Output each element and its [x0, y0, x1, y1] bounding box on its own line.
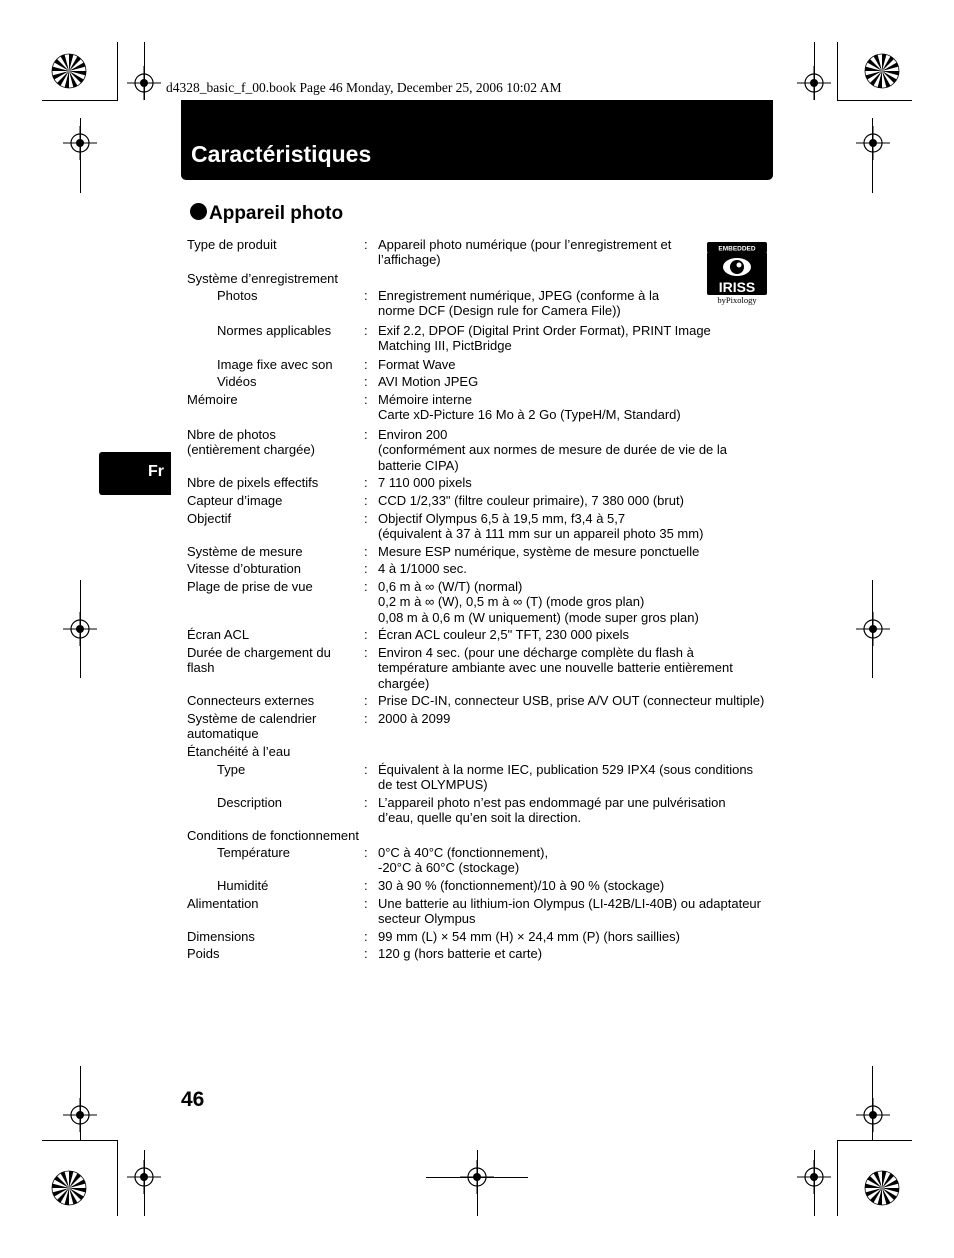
- language-tab: [99, 452, 171, 495]
- spec-label: Dimensions: [187, 929, 255, 944]
- spec-value-line: de test OLYMPUS): [378, 777, 488, 793]
- spec-value-line: (équivalent à 37 à 111 mm sur un appareil photo 35 mm): [378, 526, 704, 542]
- spec-separator: :: [364, 762, 368, 777]
- spec-label: Système de calendrier automatique: [187, 711, 317, 742]
- starburst-mark: [51, 53, 87, 89]
- crop-mark: [426, 1177, 528, 1178]
- spec-label: Image fixe avec son: [217, 357, 333, 372]
- spec-value: [378, 762, 753, 793]
- crop-mark: [872, 1066, 873, 1141]
- spec-value: [378, 237, 671, 268]
- spec-separator: :: [364, 946, 368, 961]
- spec-value: [378, 493, 684, 508]
- spec-value-line: secteur Olympus: [378, 911, 476, 927]
- spec-label: Normes applicables: [217, 323, 332, 338]
- spec-separator: :: [364, 579, 368, 594]
- spec-value-line: Mesure ESP numérique, système de mesure ponctuelle: [378, 544, 700, 559]
- spec-value-line: (conformément aux normes de mesure de durée de vie de la: [378, 442, 728, 458]
- spec-value-line: 120 g (hors batterie et carte): [378, 946, 543, 961]
- page-title: Caractéristiques: [191, 141, 372, 167]
- starburst-mark: [51, 1170, 87, 1206]
- spec-value: [378, 374, 478, 389]
- spec-value-line: L’appareil photo n’est pas endommagé par une pulvérisation: [378, 795, 726, 810]
- spec-value: [378, 896, 761, 927]
- running-head: d4328_basic_f_00.book Page 46 Monday, December 25, 2006 10:02 AM: [166, 80, 562, 95]
- spec-label: Objectif: [187, 511, 232, 526]
- spec-value-line: d’eau, quelle qu’en soit la direction.: [378, 810, 582, 826]
- spec-value-line: Exif 2.2, DPOF (Digital Print Order Format), PRINT Image: [378, 323, 711, 338]
- spec-label: Poids: [187, 946, 220, 961]
- spec-separator: :: [364, 323, 368, 338]
- spec-value: [378, 845, 548, 876]
- spec-value-line: CCD 1/2,33" (filtre couleur primaire), 7 380 000 (brut): [378, 493, 684, 508]
- spec-separator: :: [364, 878, 368, 893]
- spec-label: Durée de chargement du flash: [187, 645, 331, 676]
- spec-value: [378, 878, 664, 893]
- spec-separator: :: [364, 237, 368, 252]
- spec-label: Alimentation: [187, 896, 259, 911]
- spec-separator: :: [364, 795, 368, 810]
- spec-value-line: Environ 200: [378, 427, 448, 442]
- starburst-mark: [864, 1170, 900, 1206]
- spec-value-line: 7 110 000 pixels: [378, 475, 472, 490]
- spec-value-line: 0,6 m à ∞ (W/T) (normal): [378, 579, 523, 594]
- spec-label: Description: [217, 795, 283, 810]
- starburst-mark: [864, 53, 900, 89]
- crop-mark: [814, 42, 815, 100]
- spec-label: Nbre de pixels effectifs: [187, 475, 319, 490]
- spec-value: [378, 427, 727, 473]
- spec-label: Nbre de photos (entièrement chargée): [187, 427, 315, 458]
- spec-separator: :: [364, 929, 368, 944]
- spec-value-line: batterie CIPA): [378, 457, 459, 473]
- page-number: 46: [181, 1088, 205, 1111]
- spec-label: Type: [217, 762, 246, 777]
- spec-value-line: Enregistrement numérique, JPEG (conforme à la: [378, 288, 660, 303]
- svg-text:IRISS: IRISS: [718, 279, 756, 295]
- registration-mark: [856, 612, 890, 646]
- spec-label: Conditions de fonctionnement: [187, 828, 360, 843]
- spec-value-line: 0°C à 40°C (fonctionnement),: [378, 845, 549, 860]
- iriss-logo: [707, 242, 767, 306]
- spec-label: Mémoire: [187, 392, 238, 407]
- spec-separator: :: [364, 896, 368, 911]
- spec-value-line: AVI Motion JPEG: [378, 374, 479, 389]
- spec-label: Étanchéité à l’eau: [187, 744, 291, 759]
- spec-value-line: l’affichage): [378, 252, 441, 268]
- spec-value-line: température ambiante avec une nouvelle batterie entièrement: [378, 660, 733, 676]
- registration-mark: [856, 126, 890, 160]
- spec-value-line: 2000 à 2099: [378, 711, 451, 726]
- crop-mark: [80, 1066, 81, 1141]
- spec-value: [378, 795, 726, 826]
- spec-value-line: 30 à 90 % (fonctionnement)/10 à 90 % (stockage): [378, 878, 665, 893]
- spec-label: Système de mesure: [187, 544, 303, 559]
- spec-value-line: 99 mm (L) × 54 mm (H) × 24,4 mm (P) (hors saillies): [378, 929, 680, 944]
- crop-mark: [144, 1150, 145, 1216]
- bullet-icon: [190, 203, 207, 220]
- section-heading-text: Appareil photo: [209, 203, 344, 224]
- crop-mark: [80, 580, 81, 678]
- spec-separator: :: [364, 693, 368, 708]
- spec-label: Température: [217, 845, 290, 860]
- spec-separator: :: [364, 511, 368, 526]
- spec-value: [378, 929, 680, 944]
- spec-value-line: Matching III, PictBridge: [378, 338, 512, 354]
- spec-value: [378, 392, 681, 423]
- spec-separator: :: [364, 711, 368, 726]
- spec-label: Écran ACL: [187, 627, 250, 642]
- spec-label: Type de produit: [187, 237, 277, 252]
- spec-value: [378, 511, 703, 542]
- crop-mark: [477, 1150, 478, 1216]
- spec-value-line: Prise DC-IN, connecteur USB, prise A/V OUT (connecteur multiple): [378, 693, 765, 708]
- spec-value: [378, 579, 699, 625]
- spec-separator: :: [364, 374, 368, 389]
- spec-label: Connecteurs externes: [187, 693, 315, 708]
- spec-value-line: norme DCF (Design rule for Camera File)): [378, 303, 621, 319]
- spec-value-line: 4 à 1/1000 sec.: [378, 561, 467, 576]
- spec-value-line: 0,2 m à ∞ (W), 0,5 m à ∞ (T) (mode gros plan): [378, 594, 645, 610]
- spec-value: [378, 693, 764, 708]
- spec-value: [378, 357, 456, 372]
- language-tab-label: Fr: [148, 463, 164, 480]
- spec-separator: :: [364, 475, 368, 490]
- spec-separator: :: [364, 493, 368, 508]
- spec-value: [378, 544, 699, 559]
- spec-value: [378, 475, 472, 490]
- spec-value: [378, 946, 542, 961]
- spec-separator: :: [364, 627, 368, 642]
- spec-value: [378, 711, 450, 726]
- spec-label: Photos: [217, 288, 258, 303]
- spec-value: [378, 288, 659, 319]
- spec-separator: :: [364, 544, 368, 559]
- spec-value-line: Carte xD-Picture 16 Mo à 2 Go (TypeH/M, Standard): [378, 407, 681, 423]
- spec-label: Système d’enregistrement: [187, 271, 339, 286]
- spec-value: [378, 627, 629, 642]
- spec-separator: :: [364, 645, 368, 660]
- crop-mark: [814, 1150, 815, 1216]
- title-bar: [181, 100, 773, 180]
- crop-mark: [872, 118, 873, 193]
- section-heading: [190, 203, 343, 225]
- spec-separator: :: [364, 392, 368, 407]
- registration-mark: [856, 1098, 890, 1132]
- spec-label: Vidéos: [217, 374, 257, 389]
- crop-mark: [80, 118, 81, 193]
- spec-value-line: Équivalent à la norme IEC, publication 529 IPX4 (sous conditions: [378, 762, 754, 777]
- spec-value-line: 0,08 m à 0,6 m (W uniquement) (mode super gros plan): [378, 609, 699, 625]
- spec-value: [378, 645, 733, 691]
- spec-separator: :: [364, 427, 368, 442]
- svg-text:byPixology: byPixology: [717, 295, 757, 305]
- spec-value: [378, 561, 467, 576]
- spec-separator: :: [364, 357, 368, 372]
- spec-value-line: Format Wave: [378, 357, 456, 372]
- spec-label: Plage de prise de vue: [187, 579, 313, 594]
- spec-separator: :: [364, 288, 368, 303]
- spec-value-line: -20°C à 60°C (stockage): [378, 860, 520, 876]
- spec-value-line: Objectif Olympus 6,5 à 19,5 mm, f3,4 à 5,7: [378, 511, 626, 526]
- spec-separator: :: [364, 845, 368, 860]
- crop-mark: [144, 42, 145, 100]
- spec-label: Humidité: [217, 878, 269, 893]
- spec-value-line: Environ 4 sec. (pour une décharge complète du flash à: [378, 645, 694, 660]
- spec-value-line: Écran ACL couleur 2,5" TFT, 230 000 pixels: [378, 627, 630, 642]
- spec-value-line: Mémoire interne: [378, 392, 472, 407]
- crop-mark: [872, 580, 873, 678]
- spec-value-line: Une batterie au lithium-ion Olympus (LI-42B/LI-40B) ou adaptateur: [378, 896, 761, 911]
- spec-separator: :: [364, 561, 368, 576]
- spec-label: Vitesse d’obturation: [187, 561, 301, 576]
- spec-value-line: Appareil photo numérique (pour l’enregistrement et: [378, 237, 672, 252]
- svg-text:EMBEDDED: EMBEDDED: [718, 245, 756, 253]
- spec-value: [378, 323, 711, 354]
- spec-value-line: chargée): [378, 675, 430, 691]
- spec-label: Capteur d’image: [187, 493, 283, 508]
